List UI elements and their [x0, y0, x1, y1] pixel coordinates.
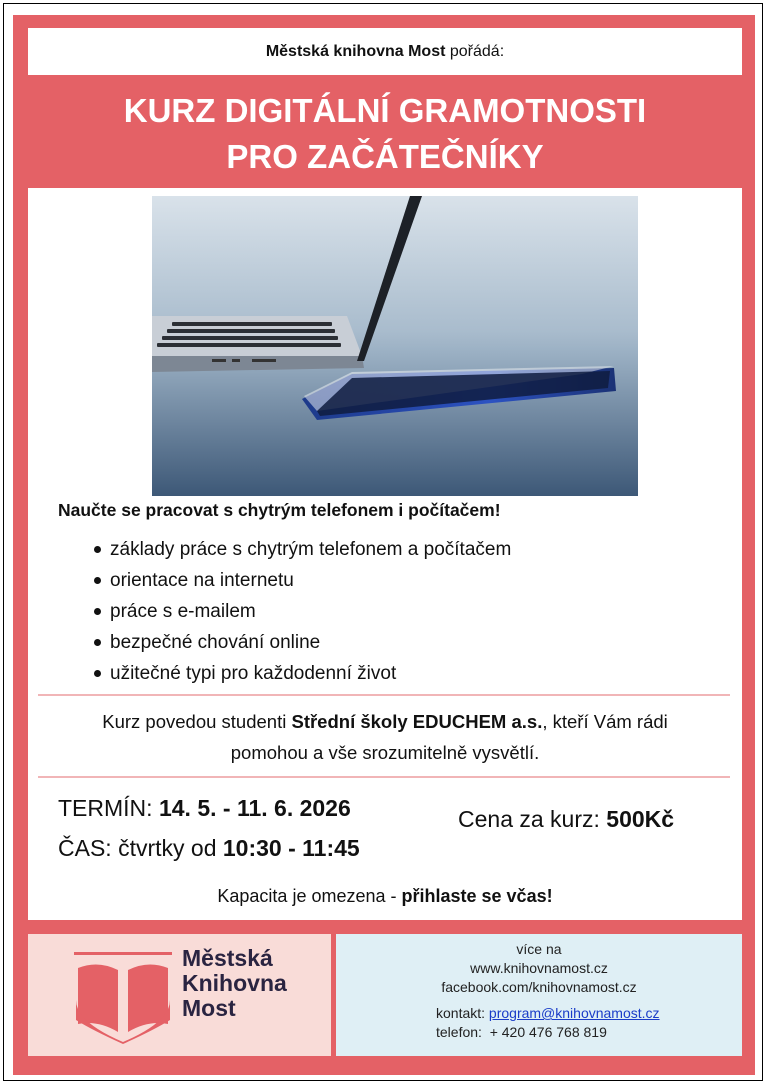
web-links: více na www.knihovnamost.cz facebook.com/knihovnamost.cz — [336, 940, 742, 997]
contact-details: kontakt: program@knihovnamost.cz telefon: + 420 476 768 819 — [436, 1005, 660, 1040]
capacity-emph: přihlaste se včas! — [401, 886, 553, 906]
contact-box — [336, 934, 742, 1056]
bullet-icon — [94, 546, 101, 553]
term-line: TERMÍN: 14. 5. - 11. 6. 2026 — [58, 795, 351, 821]
bullet-icon — [94, 577, 101, 584]
course-info: Kurz povedou studenti Střední školy EDUCHEM a.s., kteří Vám rádi pomohou a vše srozumitelně vysvětlí. — [102, 711, 668, 763]
term-value: 14. 5. - 11. 6. 2026 — [158, 795, 351, 821]
email-link[interactable]: program@knihovnamost.cz — [488, 1005, 660, 1021]
list-item: práce s e-mailem — [94, 596, 511, 627]
heart-book-icon — [74, 960, 172, 1049]
organizer-banner — [28, 28, 742, 75]
phone-number: + 420 476 768 819 — [489, 1024, 607, 1040]
list-item: bezpečné chování online — [94, 627, 511, 658]
laptop-phone-photo — [152, 196, 638, 496]
title-line-2: PRO ZAČÁTEČNÍKY — [226, 138, 544, 175]
poster-title — [28, 80, 742, 188]
bullet-icon — [94, 608, 101, 615]
bullet-icon — [94, 639, 101, 646]
schedule — [58, 788, 360, 868]
capacity-note: Kapacita je omezena - přihlaste se včas! — [217, 886, 553, 906]
logo-line — [74, 952, 172, 955]
organizer-suffix: pořádá: — [445, 42, 505, 60]
time-value: 10:30 - 11:45 — [222, 835, 360, 861]
lead-text: Naučte se pracovat s chytrým telefonem i počítačem! — [58, 500, 501, 520]
website-link[interactable]: www.knihovnamost.cz — [470, 960, 608, 976]
list-item: užitečné typi pro každodenní život — [94, 658, 511, 689]
school-name: Střední školy EDUCHEM a.s. — [291, 711, 543, 732]
time-line: ČAS: čtvrtky od 10:30 - 11:45 — [58, 835, 360, 861]
price-value: 500Kč — [606, 806, 675, 832]
list-item: orientace na internetu — [94, 565, 511, 596]
bullet-icon — [94, 670, 101, 677]
divider — [38, 694, 730, 696]
topics-list — [94, 534, 511, 689]
divider — [38, 776, 730, 778]
facebook-link[interactable]: facebook.com/knihovnamost.cz — [441, 979, 637, 995]
organizer-name: Městská knihovna Most — [265, 42, 446, 60]
main-content — [28, 188, 742, 920]
price: Cena za kurz: 500Kč — [458, 806, 675, 832]
list-item: základy práce s chytrým telefonem a počítačem — [94, 534, 511, 565]
title-line-1: KURZ DIGITÁLNÍ GRAMOTNOSTI — [123, 92, 647, 129]
library-logo — [28, 934, 331, 1056]
logo-text: Městská Knihovna Most — [182, 945, 287, 1021]
